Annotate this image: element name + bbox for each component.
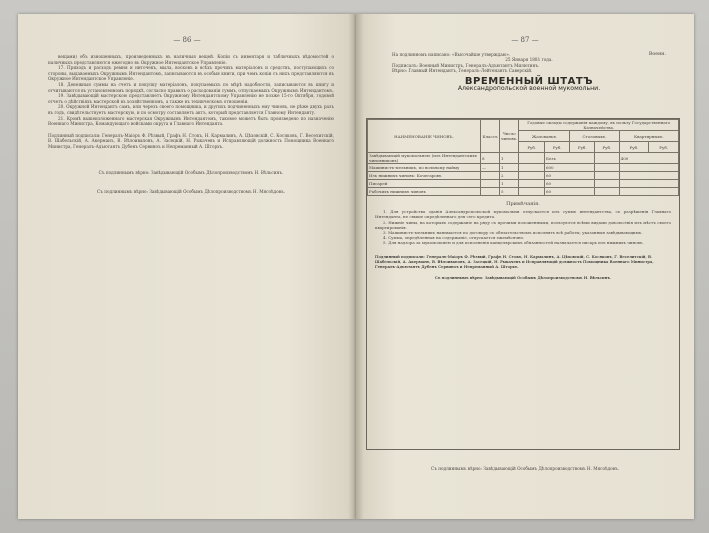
paragraph: 20. Окружной Интендантъ самъ, или черезъ своего помощника, и другихъ подчиненныхъ ему чиновъ, не рѣже двухъ разъ въ годъ, свидѣтельствуетъ мастерскую, и по осмотру составляетъ актъ, который представляется Главному Интенданту. xyxy=(48,104,334,115)
certification: Съ подлиннымъ вѣрно: Завѣдывающій Особымъ Дѣлопроизводствомъ Н. Вѣльсинъ. xyxy=(434,275,612,281)
col-pay: Годовые оклады содержанія каждому, въ пользу Государственнаго Казначейства. xyxy=(519,120,679,131)
right-page xyxy=(356,14,694,519)
header-mark: Военн. xyxy=(648,52,666,57)
table-row: Машинистъ-мельникъ, по вольному найму — 1 600 xyxy=(368,164,679,172)
sub-col: Столовыхъ. xyxy=(570,131,619,142)
col-class: Классъ xyxy=(481,120,500,153)
table-row: Рабочихъ нижнихъ чиновъ 5 60 xyxy=(368,188,679,196)
unit-col: Руб. xyxy=(570,142,595,153)
left-page xyxy=(18,14,356,519)
signatures: Подлинный подписали: Генералъ-Маіоръ Ф. Рѣзвый, Графъ Н. Стокъ, Н. Кармалинъ, А. Цѣховскій, С. Косяковъ, Г. Веселитскій, В. Шабельскій, А. Акерманъ, В. Вѣлоиваповъ, А. Засецкій, Н. Рыкачевъ и Исправляющій должность Помощника Военнаго Министра, Генералъ-Адъютантъ Дубенъ Сервиноъ и Непреманный А. Шторхъ. xyxy=(375,253,654,270)
paragraph: 21. Кромѣ вышеизложеннаго мастерская Окружнымъ Интендантомъ, таковое можетъ быть произведено по назначенію Военнаго Министра, Командующаго войсками округа и Главнаго Интенданта. xyxy=(48,115,334,127)
paragraph: 17. Приходъ и расходъ ремня и ниточекъ, мыла, восковъ и всѣхъ прочихъ матеріаловъ и средствъ, поступающихъ со стороны, выдаваемыхъ Окружнымъ Интендантомъ, записываются въ особыя книги, при чемъ копіи съ нихъ представляются въ Окружное Интендантское Управленіе. xyxy=(48,65,334,82)
paragraph: 18. Денежныя суммы на счетъ и покупку матеріаловъ, покупаемыхъ по мѣрѣ надобности, записываются въ книгу и отчитываются въ установленномъ порядкѣ, согласно правилъ о расходованіи суммъ, отпускаемыхъ Окружнымъ Интендантомъ. xyxy=(48,81,334,93)
approval-date: 25 Января 1881 года. xyxy=(505,57,553,63)
document-subtitle: Александропольской военной мукомольни. xyxy=(457,85,601,93)
unit-col: Руб. xyxy=(544,142,570,153)
book-gutter xyxy=(348,14,364,519)
sub-col: Жалованья. xyxy=(519,131,570,142)
unit-col: Руб. xyxy=(595,142,620,153)
signatures: Подлинный подписали: Генералъ-Маіоръ Ф. Рѣзвый, Графъ Н. Стокъ, Н. Кармалинъ, А. Цѣховскій, С. Косяковъ, Г. Веселитскій, В. Шабельскій, А. Акерманъ, В. Вѣлоиваповъ, А. Засецкій, Н. Рыкачевъ и Исправляющій должность Помощника Военнаго Министра, Генералъ-Адъютантъ Дубенъ Сервиноъ и Непреманный А. Шторхъ. xyxy=(48,132,334,149)
unit-col: Руб. xyxy=(649,142,679,153)
note: 3. Машинистъ-мельникъ нанимается по договору съ обязательствомъ исполнять всѣ работы, указанныя завѣдывающимъ. xyxy=(383,230,643,236)
unit-col: Руб. xyxy=(619,142,649,153)
paragraph: вещами) объ изношенныхъ, произведенныхъ въ наличныя вещей. Копіи съ инвентаря и табличныхъ вѣдомостей о наличныхъ представляются ежегодно въ Окружное Интендантское Управленіе. xyxy=(48,54,334,65)
open-book xyxy=(18,14,694,519)
table-row: Изъ нижнихъ чиновъ: Кочегаровъ 2 60 xyxy=(368,172,679,180)
note: 1. Для устройства зданія Александропольской мукомольни отпускается изъ суммъ интендантства, съ разрѣшенія Главнаго Интенданта, не свыше опредѣленнаго для сего кредита. xyxy=(375,209,671,220)
note: 4. Сумма, опредѣленная на содержаніе, отпускается ежемѣсячно. xyxy=(383,235,525,241)
certification: Съ подлиннымъ вѣрно: Завѣдывающій Особымъ Дѣлопроизводствомъ Н. Вѣльсинъ. xyxy=(98,169,284,175)
notes-title: Примѣчанія. xyxy=(506,201,540,207)
unit-col: Руб. xyxy=(519,142,544,153)
col-name: НАИМЕНОВАНІЕ ЧИНОВЪ. xyxy=(368,120,481,153)
sub-col: Квартирныхъ. xyxy=(619,131,678,142)
paragraph: 19. Завѣдывающій мастерскою представляетъ Окружному Интендантскому Управленію не позже 15-го Октября, годовой отчетъ о дѣйствіяхъ мастерской въ хозяйственномъ, а также въ техническомъ отношеніи. xyxy=(48,93,334,104)
col-count: Число чиновъ. xyxy=(500,120,519,153)
table-row: Писарей 1 60 xyxy=(368,180,679,188)
staff-table xyxy=(367,119,679,196)
document-title: ВРЕМЕННЫЙ ШТАТЪ xyxy=(464,75,594,87)
imprint: Съ подлиннымъ вѣрно: Завѣдывающій Особымъ Дѣлопроизводствомъ Н. Мясоѣдовъ. xyxy=(431,466,619,471)
left-page-body xyxy=(48,54,334,195)
left-page-number: — 86 — xyxy=(173,36,201,44)
right-page-number: — 87 — xyxy=(511,36,539,44)
verified-line: Вѣрно: Главный Интендантъ, Генералъ-Лейтенантъ Саверскій. xyxy=(392,68,533,74)
imprint: Съ подлиннымъ вѣрно: Завѣдывающій Особымъ Дѣлопроизводствомъ Н. Мясоѣдовъ. xyxy=(97,189,285,195)
right-page-header xyxy=(392,52,666,91)
approval-note: На подлинномъ написано: «Высочайше утверждаю». xyxy=(392,52,511,57)
staff-table-frame xyxy=(366,118,680,450)
signed-line: Подписалъ: Военный Министръ, Генералъ-Адъютантъ Милютинъ. xyxy=(392,62,540,68)
note: 5. Для надзора за мукомольнею и для исполненія канцелярскихъ обязанностей назначается писарь изъ нижнихъ чиновъ. xyxy=(383,240,644,246)
notes xyxy=(367,196,679,250)
table-row: Завѣдывающій мукомольнею (изъ Интендантскихъ чиновниковъ) 8 1 Безъ 400 xyxy=(368,153,679,164)
note: 2. Нижніе чины, на которыхъ содержаніе на ряду съ прочими положенными, пользуются всѣми видами довольствія изъ мѣстъ своего квартированія. xyxy=(375,219,671,230)
